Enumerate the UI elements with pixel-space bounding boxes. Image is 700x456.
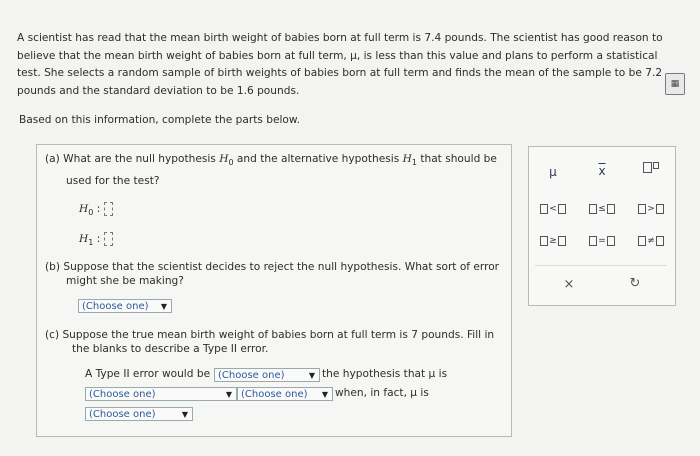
problem-line-2: believe that the mean birth weight of babies born at full term, μ, is less than this value and plans to perform a statistical [17,49,658,62]
not-equal-button[interactable]: ≠ [633,236,669,247]
chevron-down-icon: ▼ [308,371,315,380]
h0-answer-input[interactable] [104,202,113,216]
h1-subscript: 1 [411,158,417,168]
part-c-question-line1: (c) Suppose the true mean birth weight of babies born at full term is 7 pounds. Fill in [45,329,495,341]
superscript-button[interactable] [633,162,669,174]
type2-dropdown-relation2[interactable] [85,407,193,421]
part-c-panel [36,322,512,437]
part-a-question-line2: used for the test? [66,175,160,187]
h0-colon: : [96,203,101,215]
greater-equal-button[interactable]: ≥ [535,236,571,247]
problem-line-4: pounds and the standard deviation to be 1.6 pounds. [17,84,300,97]
h0-label-sub: 0 [88,208,94,218]
directions: Based on this information, complete the parts below. [19,114,300,126]
chevron-down-icon: ▼ [321,390,328,399]
h1-row [79,229,113,253]
mu-button[interactable]: μ [549,165,557,179]
part-a-panel [36,144,512,260]
type2-dropdown-action[interactable] [214,368,320,382]
symbol-palette [528,146,676,306]
chevron-down-icon: ▼ [181,410,188,419]
part-b-question-line2: might she be making? [66,275,184,287]
part-a-question-pre: (a) What are the null hypothesis [45,153,220,165]
part-b-dropdown-value: (Choose one) [82,301,149,312]
type2-dropdown-value1[interactable] [237,387,333,401]
part-a-question [45,149,497,173]
type2-dropdown-relation2-value: (Choose one) [89,409,156,420]
type2-dropdown-relation1-value: (Choose one) [89,389,156,400]
chevron-down-icon: ▼ [225,390,232,399]
h1-answer-input[interactable] [104,232,113,246]
h1-colon: : [96,233,101,245]
xbar-button[interactable]: $\overline{x}$ [598,164,606,178]
h1-label: H [79,233,89,245]
greater-than-button[interactable]: > [633,204,669,215]
less-equal-button[interactable]: ≤ [584,204,620,215]
h0-subscript: 0 [228,158,234,168]
type2-dropdown-relation1[interactable] [85,387,237,401]
part-b-error-dropdown[interactable] [78,299,172,313]
part-b-panel [36,258,512,323]
clear-icon[interactable]: × [563,277,575,292]
undo-icon[interactable]: ↻ [629,276,641,291]
part-c-question-line2: the blanks to describe a Type II error. [72,343,269,355]
problem-statement [17,30,682,100]
type2-sentence-mid2: when, in fact, μ is [335,387,429,399]
type2-dropdown-action-value: (Choose one) [218,370,285,381]
h1-label-sub: 1 [88,238,94,248]
h0-label: H [79,203,89,215]
h0-symbol: H [219,153,229,165]
problem-line-3: test. She selects a random sample of birth weights of babies born at full term and finds the mean of the sample to be 7.2 [17,67,663,80]
part-a-question-post: that should be [416,153,497,165]
part-b-question-line1: (b) Suppose that the scientist decides to reject the null hypothesis. What sort of error [45,261,500,273]
part-a-question-mid: and the alternative hypothesis [233,153,403,165]
h0-row [79,199,113,223]
chevron-down-icon: ▼ [160,302,167,311]
type2-dropdown-value1-value: (Choose one) [241,389,308,400]
palette-divider [535,265,667,266]
type2-sentence-start: A Type II error would be [85,368,211,380]
less-than-button[interactable]: < [535,204,571,215]
equal-button[interactable]: = [584,236,620,247]
problem-line-1: A scientist has read that the mean birth weight of babies born at full term is 7.4 pounds. The scientist has good reason to [17,32,663,44]
h1-symbol: H [402,153,412,165]
calculator-icon[interactable]: ▦ [665,73,685,95]
type2-sentence-mid1: the hypothesis that μ is [322,368,448,380]
